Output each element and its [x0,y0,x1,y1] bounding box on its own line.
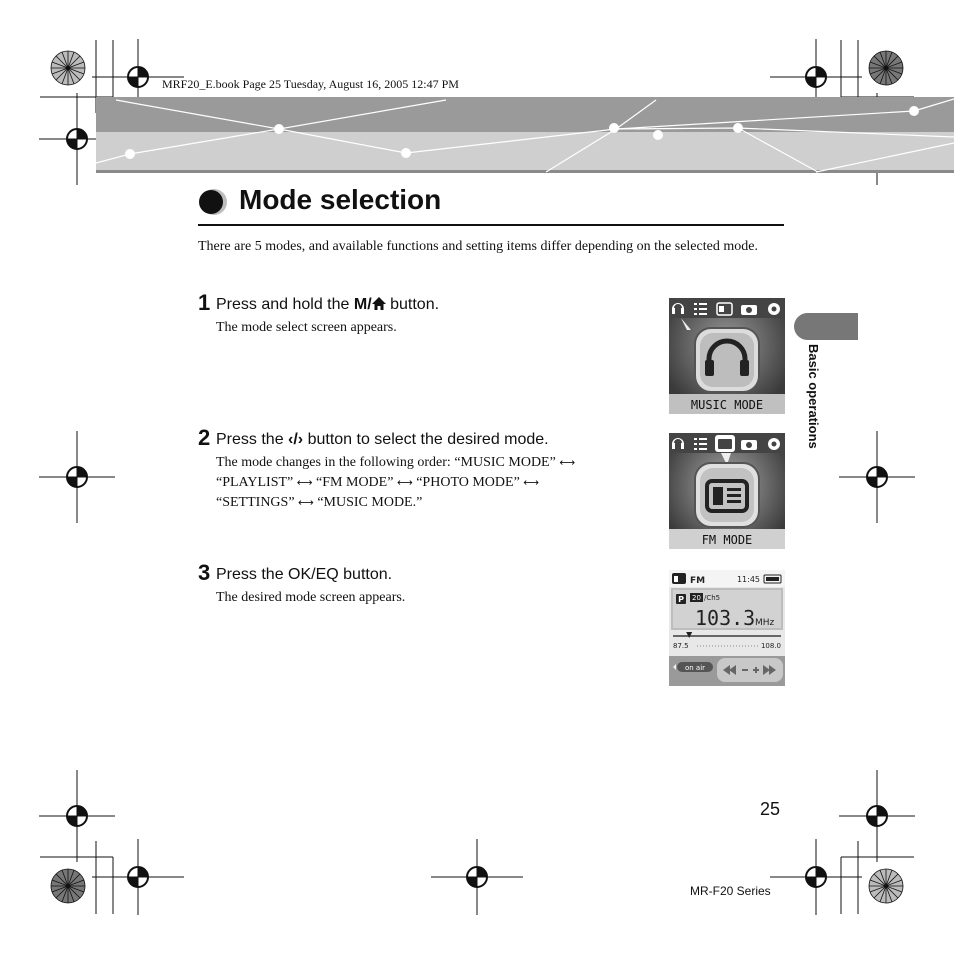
mode-home-button-symbol [354,296,386,313]
step-2-number: 2 [198,425,211,450]
step-2-heading-text: Press the [216,431,289,448]
step-1-heading-text: Press and hold the [216,296,354,313]
section-tab [794,313,858,340]
channel-suffix: /Ch5 [704,594,721,602]
order-text-6: “MUSIC MODE.” [317,495,423,510]
book-info-header: MRF20_E.book Page 25 Tuesday, August 16, 2005 12:47 PM [162,77,459,91]
fm-band: FM [690,576,706,586]
page-number: 25 [760,799,781,819]
frequency-readout: 103.3 [695,606,756,630]
order-arrow-icon: ⟷ [559,456,576,469]
page-title: Mode selection [239,184,442,215]
fm-radio-screen [669,570,785,686]
prev-next-button-symbol: ‹/› [288,431,304,448]
order-text-4: “PHOTO MODE” [416,475,520,490]
step-3-number: 3 [198,560,211,585]
on-air-label: on air [684,664,706,672]
order-arrow-icon: ⟷ [298,496,314,509]
mode-button-symbol-text: M/ [353,296,372,313]
step-1-number: 1 [198,290,211,315]
clock-time: 11:45 [736,575,760,584]
order-text-2: “PLAYLIST” [216,475,294,490]
range-max: 108.0 [760,642,781,650]
fm-mode-label: FM MODE [701,533,753,547]
order-text-1: The mode changes in the following order: “MUSIC MODE” [216,455,556,470]
home-icon [372,297,386,310]
step-2-heading-end: button to select the desired mode. [303,431,549,448]
order-text-3: “FM MODE” [316,475,394,490]
step-3-body: The desired mode screen appears. [216,590,406,605]
section-label: Basic operations [806,344,821,449]
order-arrow-icon: ⟷ [396,476,413,489]
frequency-unit: MHz [755,618,775,628]
preset-badge: P [678,595,684,604]
step-2-heading [216,431,549,449]
header-banner [96,97,954,173]
title-bullet-icon [198,188,228,216]
range-min: 87.5 [673,642,689,650]
step-3-heading: Press the OK/EQ button. [216,566,393,583]
fm-mode-screen [669,433,785,549]
step-1-heading-end: button. [385,296,440,313]
order-arrow-icon: ⟷ [523,476,540,489]
step-1-body: The mode select screen appears. [216,320,397,335]
intro-paragraph: There are 5 modes, and available functions and setting items differ depending on the selected mode. [198,239,758,254]
music-mode-label: MUSIC MODE [690,398,764,412]
music-mode-screen [669,298,785,414]
title-rule [198,224,784,226]
step-2-body [216,453,656,513]
order-arrow-icon: ⟷ [296,476,313,489]
preset-channel: 20 [692,594,701,602]
step-1-heading [216,296,439,314]
order-text-5: “SETTINGS” [216,495,295,510]
series-name: MR-F20 Series [690,884,771,898]
